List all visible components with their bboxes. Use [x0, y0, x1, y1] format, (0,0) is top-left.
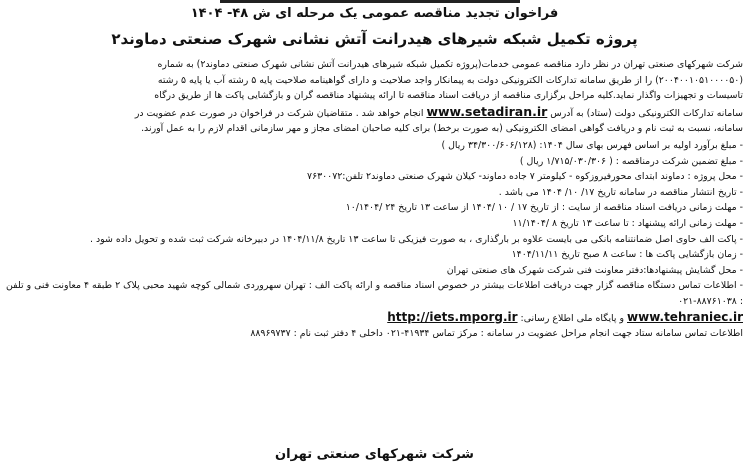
list-item-websites: www.tehraniec.ir و پایگاه ملی اطلاع رسانی: http://iets.mporg.ir	[387, 309, 743, 324]
intro-line-2: (۲۰۰۴۰۰۱۰۵۱۰۰۰۰۵۰) را از طریق سامانه تدارکات الکترونیکی دولت به پیمانکار واجد صلاحیت و دارای گواهینامه صلاحیت پایه ۵ رشته آب یا پایه ۵ رشته	[157, 74, 743, 86]
project-title: پروژه تکمیل شبکه شیرهای هیدرانت آتش نشانی شهرک صنعتی دماوند۲	[111, 30, 638, 48]
list-item-estimate: -مبلغ برآورد اولیه بر اساس فهرس بهای سال ۱۴۰۴: (۳۴/۳۰۰/۶۰۶/۱۲۸ ریال )	[441, 139, 743, 151]
tehraniec-link[interactable]: www.tehraniec.ir	[627, 309, 743, 324]
intro-line-3: تاسیسات و تجهیزات واگذار نماید.کلیه مراحل برگزاری مناقصه از دریافت اسناد مناقصه تا ارائه پیشنهاد مناقصه گران و بازگشایی پاکت ها از طریق درگاه	[154, 90, 743, 102]
list-item-submission-deadline: -مهلت زمانی ارائه پیشنهاد : تا ساعت ۱۳ تاریخ ۸ /۱۱/۱۴۰۴	[512, 217, 743, 229]
list-item-publish-date: -تاریخ انتشار مناقصه در سامانه تاریخ ۱۷/ ۱۰/ ۱۴۰۴ می باشد .	[498, 186, 743, 198]
list-item-contact-info: -اطلاعات تماس دستگاه مناقصه گزار جهت دریافت اطلاعات بیشتر در خصوص اسناد مناقصه و ارائه پاکت الف : تهران سهروردی شمالی کوچه شهید محبی پلاک ۲ طبقه ۴ معاونت فنی و تلفن : ۸۸۷۶۱۰۳۸-۰۲۱	[6, 280, 743, 307]
top-divider	[220, 0, 520, 3]
list-item-setad-contact: اطلاعات تماس سامانه ستاد جهت انجام مراحل عضویت در سامانه : مرکز تماس ۴۱۹۳۴-۰۲۱ داخلی ۴ دفتر ثبت نام : ۸۸۹۶۹۷۳۷	[250, 328, 743, 340]
national-portal-text: و پایگاه ملی اطلاع رسانی	[523, 312, 625, 324]
signature: شرکت شهرکهای صنعتی تهران	[275, 447, 474, 462]
notice-body	[6, 57, 743, 342]
list-item-opening-time: -زمان بازگشایی پاکت ها : ساعت ۸ صبح تاریخ ۱۴۰۴/۱۱/۱۱	[511, 249, 743, 261]
list-item-opening-place: -محل گشایش پیشنهادها:دفتر معاونت فنی شرکت شهرک های صنعتی تهران	[446, 264, 743, 276]
intro-line-4-start: سامانه تدارکات الکترونیکی دولت (ستاد) به آدرس	[550, 107, 743, 119]
intro-paragraph	[6, 57, 743, 137]
list-item-document-deadline: -مهلت زمانی دریافت اسناد مناقصه از سایت : از تاریخ ۱۷ / ۱۰ /۱۴۰۴ از ساعت ۱۳ تاریخ ۲۴ /۱۰/۱۴۰۴	[345, 202, 743, 214]
list-item-guarantee: -مبلغ تضمین شرکت درمناقصه : ( ۱/۷۱۵/۰۳۰/۳۰۶ ریال )	[519, 155, 743, 167]
intro-line-4-end: انجام خواهد شد . متقاضیان شرکت در فراخوان در صورت عدم عضویت در	[134, 107, 424, 119]
intro-line-5: سامانه، نسبت به ثبت نام و دریافت گواهی امضای الکترونیکی (به صورت برخط) برای کلیه صاحبان امضای مجاز و مهر سازمانی اقدام لازم را به عمل آورند.	[141, 123, 743, 135]
intro-line-1: شرکت شهرکهای صنعتی تهران در نظر دارد مناقصه عمومی خدمات(پروژه تکمیل شبکه شیرهای هیدرانت آتش نشانی شهرک صنعتی دماوند۲) به شماره	[157, 59, 743, 70]
notice-title: فراخوان تجدید مناقصه عمومی یک مرحله ای ش ۴۸- ۱۴۰۴	[190, 6, 559, 21]
intro-line-4	[6, 104, 743, 122]
list-item-envelope-a: -پاکت الف حاوی اصل ضمانتنامه بانکی می بایست علاوه بر بارگذاری ، به صورت فیزیکی تا ساعت ۱۳ تاریخ ۱۴۰۴/۱۱/۸ در دبیرخانه شرکت ثبت شده و تحویل داده شود .	[90, 233, 743, 245]
list-item-location: -محل پروژه : دماوند ابتدای محورفیروزکوه - کیلومتر ۷ جاده دماوند- کیلان شهرک صنعتی دماوند۲ تلفن:۷۶۳۰۰۷۲	[307, 171, 743, 183]
iets-link[interactable]: http://iets.mporg.ir	[387, 309, 518, 324]
setadiran-link[interactable]: www.setadiran.ir	[426, 103, 548, 119]
details-list	[6, 138, 743, 342]
